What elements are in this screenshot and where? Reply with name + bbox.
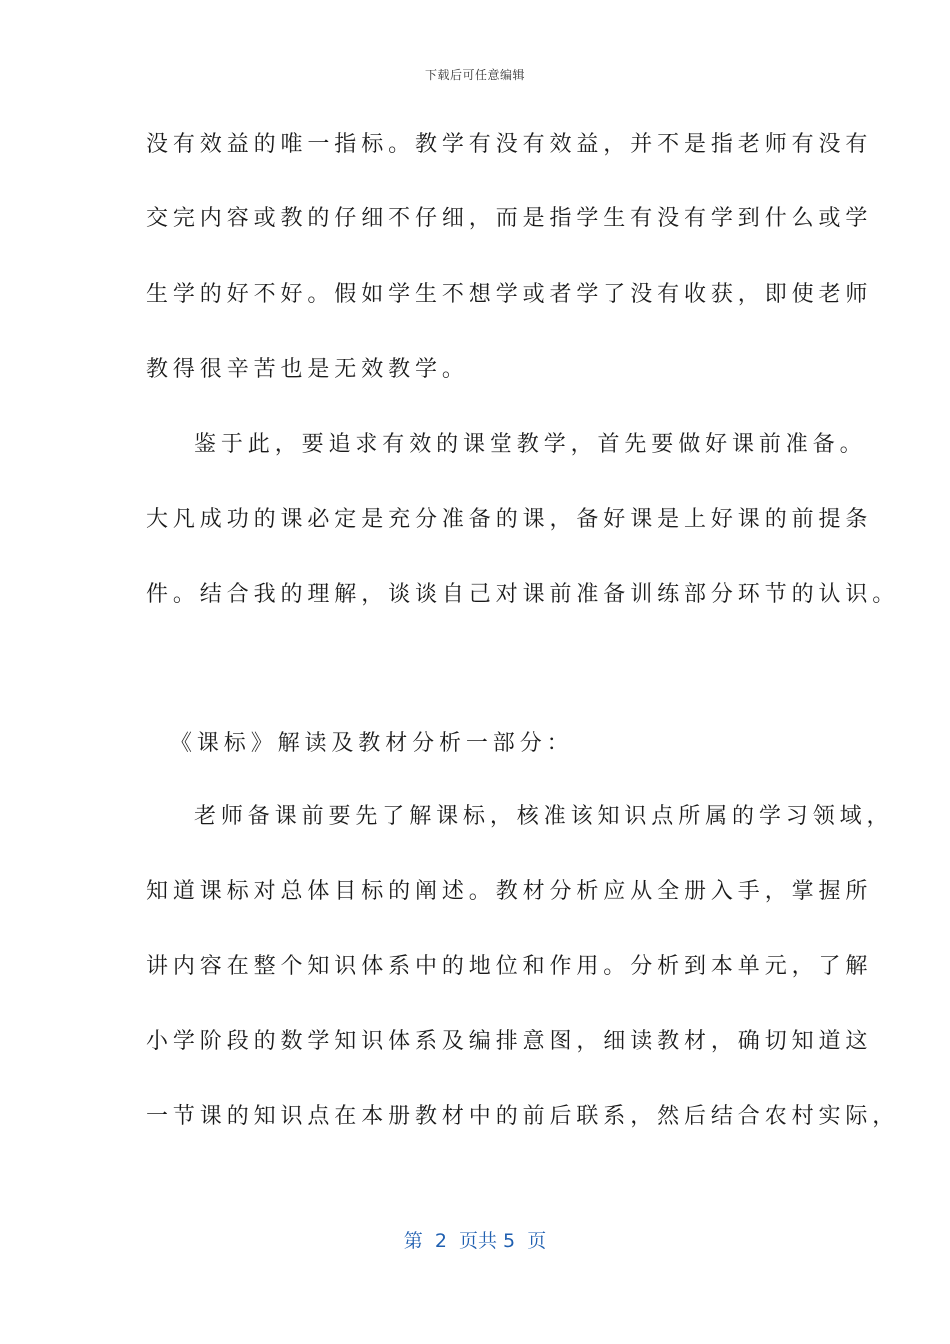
body-line: 鉴于此，要追求有效的课堂教学，首先要做好课前准备。 (194, 432, 867, 457)
body-line: 知道课标对总体目标的阐述。教材分析应从全册入手，掌握所 (146, 879, 873, 904)
page-header: 下载后可任意编辑 (424, 68, 525, 82)
body-line: 一节课的知识点在本册教材中的前后联系，然后结合农村实际， (146, 1104, 900, 1129)
body-line: 生学的好不好。假如学生不想学或者学了没有收获，即使老师 (146, 282, 873, 307)
body-line: 件。结合我的理解，谈谈自己对课前准备训练部分环节的认识。 (146, 582, 900, 607)
body-line: 交完内容或教的仔细不仔细，而是指学生有没有学到什么或学 (146, 206, 873, 231)
body-line: 小学阶段的数学知识体系及编排意图，细读教材，确切知道这 (146, 1029, 873, 1054)
body-line: 大凡成功的课必定是充分准备的课，备好课是上好课的前提条 (146, 507, 873, 532)
page-footer: 第 2 页共 5 页 (403, 1230, 547, 1252)
section-heading: 《课标》解读及教材分析一部分： (170, 731, 574, 756)
body-line: 讲内容在整个知识体系中的地位和作用。分析到本单元，了解 (146, 954, 873, 979)
body-line: 老师备课前要先了解课标，核准该知识点所属的学习领域， (194, 804, 894, 829)
body-line: 教得很辛苦也是无效教学。 (146, 357, 469, 382)
body-line: 没有效益的唯一指标。教学有没有效益，并不是指老师有没有 (146, 132, 873, 157)
